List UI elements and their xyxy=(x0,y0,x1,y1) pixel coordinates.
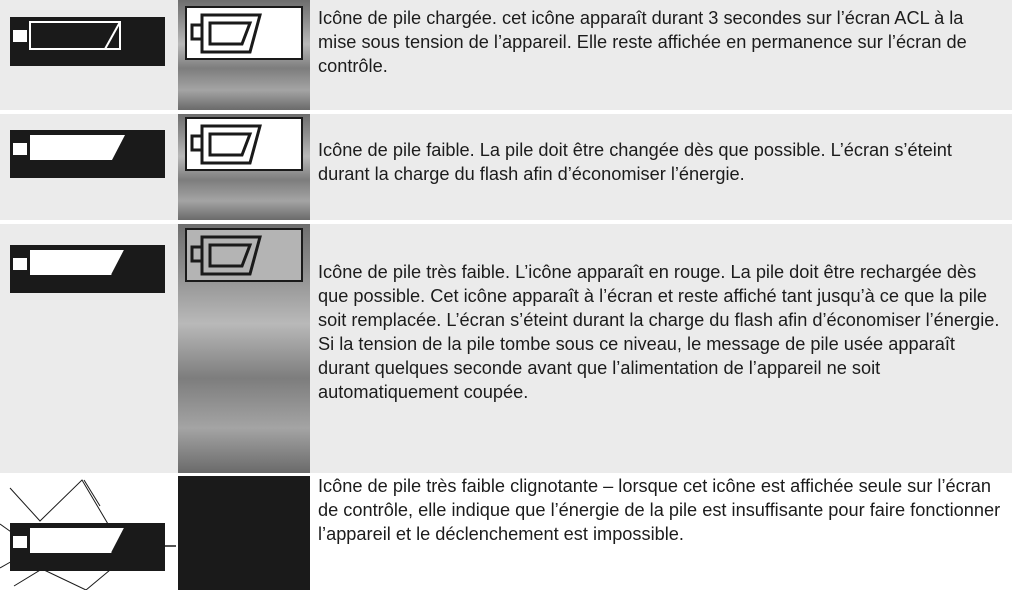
battery-row-very-low-blinking xyxy=(0,476,1012,590)
battery-low-panel-icon xyxy=(0,114,176,220)
battery-blinking-lcd-blank xyxy=(178,476,310,590)
battery-row-very-low xyxy=(0,224,1012,473)
battery-blinking-description: Icône de pile très faible clignotante – lorsque cet icône est affichée seule sur l’écran de contrôle, elle indique que l’énergie de la pile est insuffisante pour faire fonctionner l’appareil et le déclenchement est impossible. xyxy=(318,476,1001,544)
battery-blinking-panel-icon xyxy=(0,476,176,590)
battery-full-lcd-icon xyxy=(178,0,310,110)
battery-low-lcd-icon xyxy=(178,114,310,220)
battery-row-low xyxy=(0,114,1012,220)
battery-full-description: Icône de pile chargée. cet icône apparaît durant 3 secondes sur l’écran ACL à la mise sous tension de l’appareil. Elle reste affichée en permanence sur l’écran de contrôle. xyxy=(318,8,967,76)
battery-low-description: Icône de pile faible. La pile doit être changée dès que possible. L’écran s’éteint durant la charge du flash afin d’économiser l’énergie. xyxy=(318,140,952,184)
battery-very-low-lcd-icon xyxy=(178,224,310,473)
battery-row-full xyxy=(0,0,1012,110)
battery-full-panel-icon xyxy=(0,0,176,110)
battery-very-low-panel-icon xyxy=(0,224,176,473)
battery-very-low-description: Icône de pile très faible. L’icône apparaît en rouge. La pile doit être rechargée dès que possible. Cet icône apparaît à l’écran et reste affiché tant jusqu’à ce que la pile soit remplacée. L’écran s’éteint durant la charge du flash afin d’économiser l’énergie. Si la tension de la pile tombe sous ce niveau, le message de pile usée apparaît durant quelques seconde avant que l’alimentation de l’appareil ne soit automatiquement coupée. xyxy=(318,262,1000,402)
